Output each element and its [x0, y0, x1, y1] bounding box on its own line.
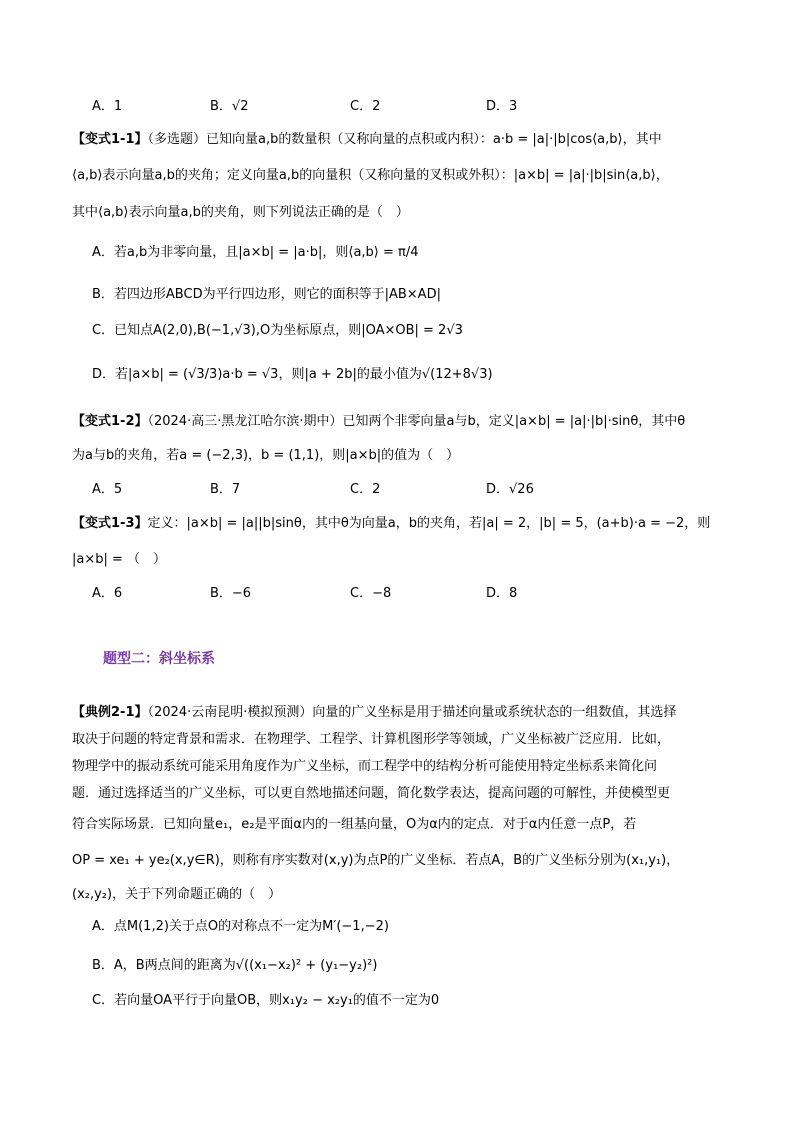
example-2-1-line-4: 题．通过选择适当的广义坐标，可以更自然地描述问题，简化数学表达，提高问题的可解性，并使模型更 [72, 786, 671, 801]
options-row-q0 [92, 97, 652, 117]
example-2-1-option-b: B．A，B两点间的距离为√((x₁−x₂)² + (y₁−y₂)²) [92, 958, 378, 973]
problem-label: 【变式1-3】 [72, 516, 148, 531]
problem-label: 【典例2-1】 [72, 705, 148, 720]
example-2-1-line-7: (x₂,y₂)，关于下列命题正确的（ ） [72, 887, 282, 902]
problem-label: 【变式1-2】 [72, 414, 148, 429]
variant-1-1-line-1: 【变式1-1】（多选题）已知向量a,b的数量积（又称向量的点积或内积）：a·b = |a|·|b|cos⟨a,b⟩，其中 [72, 132, 662, 147]
variant-1-1-option-d: D．若|a×b| = (√3/3)a·b = √3，则|a + 2b|的最小值为√(12+8√3) [92, 367, 493, 382]
example-2-1-line-2: 取决于问题的特定背景和需求．在物理学、工程学、计算机图形学等领域，广义坐标被广泛应用．比如， [72, 732, 671, 747]
variant-1-1-option-c: C．已知点A(2,0),B(−1,√3),O为坐标原点，则|OA×OB| = 2√3 [92, 323, 463, 338]
variant-1-1-line-2: ⟨a,b⟩表示向量a,b的夹角；定义向量a,b的向量积（又称向量的叉积或外积）：|a×b| = |a|·|b|sin⟨a,b⟩， [72, 168, 669, 183]
variant-1-1-option-a: A．若a,b为非零向量，且|a×b| = |a·b|，则⟨a,b⟩ = π/4 [92, 245, 419, 260]
variant-1-2-line-2: 为a与b的夹角，若a = (−2,3)，b = (1,1)，则|a×b|的值为（ ） [72, 448, 460, 463]
variant-1-3-line-1: 【变式1-3】定义：|a×b| = |a||b|sinθ，其中θ为向量a，b的夹角，若|a| = 2，|b| = 5，(a+b)·a = −2，则 [72, 516, 711, 531]
option-c: C．−8 [350, 586, 392, 601]
example-2-1-line-6: OP = xe₁ + ye₂(x,y∈R)，则称有序实数对(x,y)为点P的广义坐标．若点A，B的广义坐标分别为(x₁,y₁)， [72, 853, 680, 868]
example-2-1-line-5: 符合实际场景．已知向量e₁，e₂是平面α内的一组基向量，O为α内的定点．对于α内任意一点P，若 [72, 817, 637, 832]
option-b: B．−6 [210, 586, 252, 601]
example-2-1-option-a: A．点M(1,2)关于点O的对称点不一定为M′(−1,−2) [92, 919, 389, 934]
example-2-1-option-c: C．若向量OA平行于向量OB，则x₁y₂ − x₂y₁的值不一定为0 [92, 993, 440, 1008]
option-d: D．3 [486, 99, 518, 114]
variant-1-3-line-2: |a×b| = （ ） [72, 552, 167, 567]
option-a: A．5 [92, 482, 123, 497]
option-d: D．√26 [486, 482, 534, 497]
option-b: B．√2 [210, 99, 249, 114]
option-c: C．2 [350, 482, 381, 497]
option-c: C．2 [350, 99, 381, 114]
example-2-1-line-3: 物理学中的振动系统可能采用角度作为广义坐标，而工程学中的结构分析可能使用特定坐标系来简化问 [72, 759, 658, 774]
options-row-variant-1-3 [92, 584, 652, 604]
section-heading: 题型二：斜坐标系 [103, 651, 215, 667]
option-b: B．7 [210, 482, 241, 497]
problem-label: 【变式1-1】 [72, 132, 148, 147]
variant-1-1-option-b: B．若四边形ABCD为平行四边形，则它的面积等于|AB×AD| [92, 287, 441, 302]
option-d: D．8 [486, 586, 518, 601]
option-a: A．6 [92, 586, 123, 601]
options-row-variant-1-2 [92, 480, 652, 500]
example-2-1-line-1: 【典例2-1】（2024·云南昆明·模拟预测）向量的广义坐标是用于描述向量或系统状态的一组数值，其选择 [72, 705, 677, 720]
variant-1-2-line-1: 【变式1-2】（2024·高三·黑龙江哈尔滨·期中）已知两个非零向量a与b，定义|a×b| = |a|·|b|·sinθ，其中θ [72, 414, 686, 429]
option-a: A．1 [92, 99, 123, 114]
variant-1-1-line-3: 其中⟨a,b⟩表示向量a,b的夹角，则下列说法正确的是（ ） [72, 205, 409, 220]
